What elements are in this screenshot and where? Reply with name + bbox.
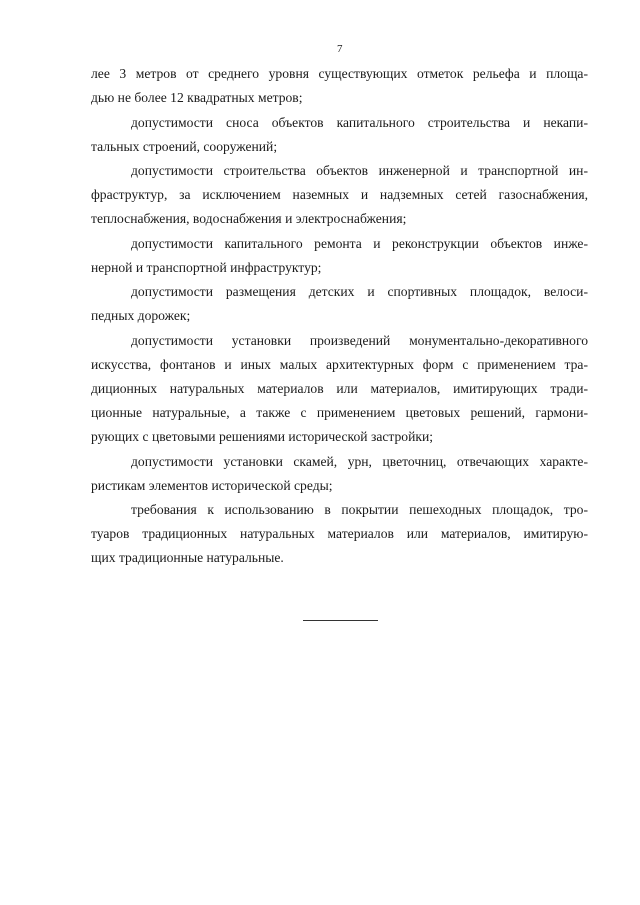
text-line: допустимости размещения детских и спортивных площадок, велоси- [131,284,588,299]
text-line: допустимости установки скамей, урн, цветочниц, отвечающих характе- [131,454,588,469]
text-line: допустимости капитального ремонта и реконструкции объектов инже- [131,236,588,251]
text-line: щих традиционные натуральные. [91,550,284,565]
text-line: искусства, фонтанов и иных малых архитектурных форм с применением тра- [91,357,588,372]
text-line: диционных натуральных материалов или материалов, имитирующих тради- [91,381,588,396]
text-line: тальных строений, сооружений; [91,139,278,154]
text-line: ристикам элементов исторической среды; [91,478,333,493]
text-line: допустимости строительства объектов инженерной и транспортной ин- [131,163,588,178]
text-line: лее 3 метров от среднего уровня существующих отметок рельефа и площа- [91,66,588,81]
text-line: ционные натуральные, а также с применением цветовых решений, гармони- [91,405,588,420]
text-line: допустимости установки произведений монументально-декоративного [131,333,588,348]
text-line: теплоснабжения, водоснабжения и электроснабжения; [91,211,407,226]
text-line: дью не более 12 квадратных метров; [91,90,303,105]
text-line: фраструктур, за исключением наземных и надземных сетей газоснабжения, [91,187,588,202]
page-number: 7 [337,43,343,55]
end-separator-line [303,620,378,621]
text-line: рующих с цветовыми решениями исторической застройки; [91,429,434,444]
text-line: нерной и транспортной инфраструктур; [91,260,322,275]
text-line: туаров традиционных натуральных материалов или материалов, имитирую- [91,526,588,541]
text-line: педных дорожек; [91,308,191,323]
text-line: требования к использованию в покрытии пешеходных площадок, тро- [131,502,588,517]
text-line: допустимости сноса объектов капитального строительства и некапи- [131,115,588,130]
